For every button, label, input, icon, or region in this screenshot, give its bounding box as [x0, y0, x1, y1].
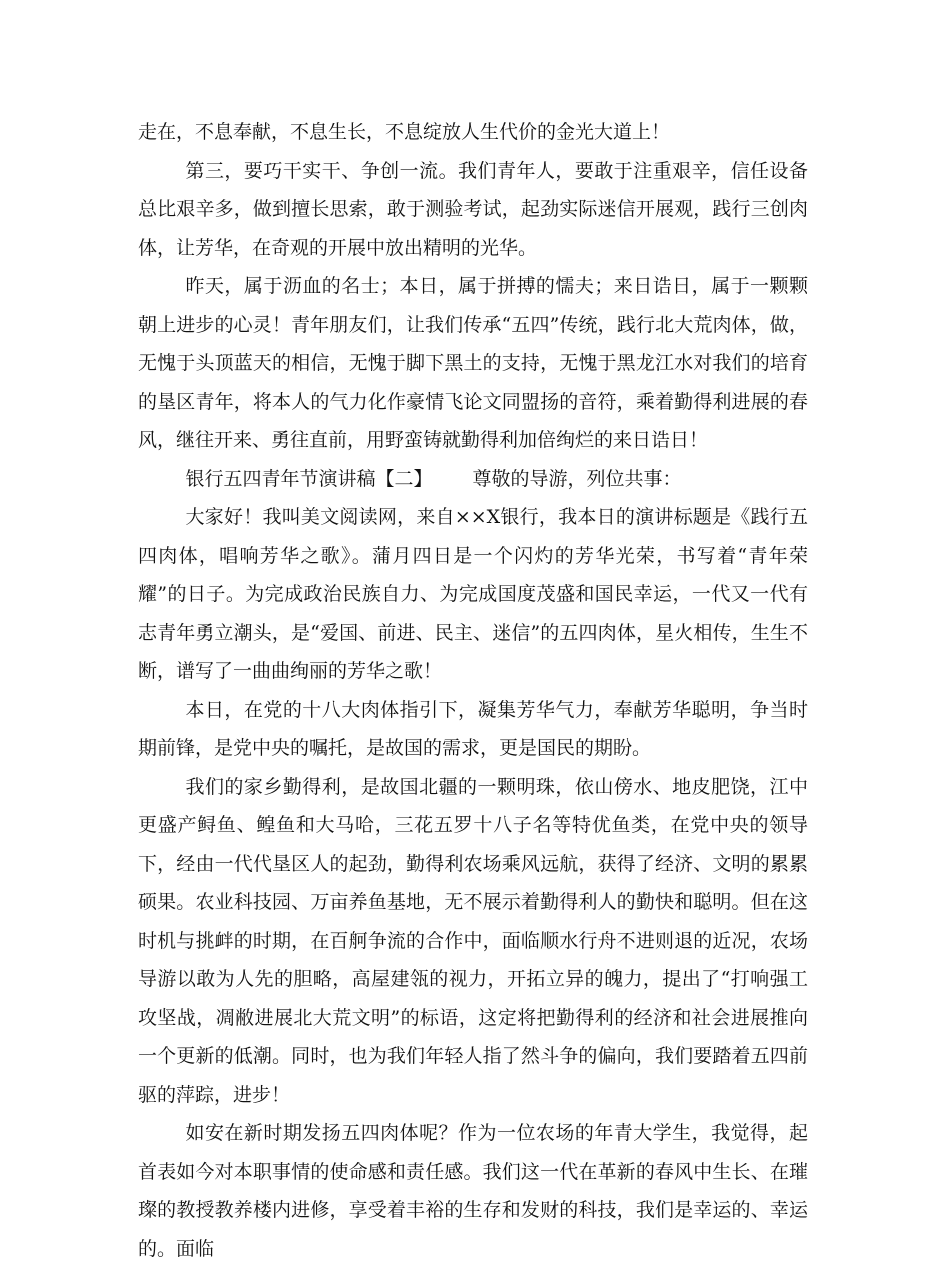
paragraph-2: 第三，要巧干实干、争创一流。我们青年人，要敢于注重艰辛，信任设备总比艰辛多，做到擅长思索，敢于测验考试，起劲实际迷信开展观，践行三创肉体，让芳华，在奇观的开展中放出精明的光华。 [138, 159, 808, 259]
section-heading [138, 460, 808, 499]
paragraph-6: 我们的家乡勤得利，是故国北疆的一颗明珠，依山傍水、地皮肥饶，江中更盛产鲟鱼、鳇鱼和大马哈，三花五罗十八子名等特优鱼类，在党中央的领导下，经由一代代垦区人的起劲，勤得利农场乘风远航，获得了经济、文明的累累硕果。农业科技园、万亩养鱼基地，无不展示着勤得利人的勤快和聪明。但在这时机与挑衅的时期，在百舸争流的合作中，面临顺水行舟不进则退的近况，农场导游以敢为人先的胆略，高屋建瓴的视力，开拓立异的魄力，提出了“打响强工攻坚战，凋敝进展北大荒文明”的标语，这定将把勤得利的经济和社会进展推向一个更新的低潮。同时，也为我们年轻人指了然斗争的偏向，我们要踏着五四前驱的萍踪，进步！ [138, 775, 808, 1106]
paragraph-5: 本日，在党的十八大肉体指引下，凝集芳华气力，奉献芳华聪明，争当时期前锋，是党中央的嘱托，是故国的需求，更是国民的期盼。 [138, 698, 808, 759]
paragraph-4: 大家好！我叫美文阅读网，来自××X银行，我本日的演讲标题是《践行五四肉体，唱响芳华之歌》。蒲月四日是一个闪灼的芳华光荣，书写着“青年荣耀”的日子。为完成政治民族自力、为完成国度茂盛和国民幸运，一代又一代有志青年勇立潮头，是“爱国、前进、民主、迷信”的五四肉体，星火相传，生生不断，谱写了一曲曲绚丽的芳华之歌！ [138, 506, 808, 682]
greeting: 尊敬的导游，列位共事： [472, 467, 682, 490]
document-body [138, 113, 808, 1268]
paragraph-3: 昨天，属于沥血的名士；本日，属于拼搏的懦夫；来日诰日，属于一颗颗朝上进步的心灵！青年朋友们，让我们传承“五四”传统，践行北大荒肉体，做，无愧于头顶蓝天的相信，无愧于脚下黑土的支持，无愧于黑龙江水对我们的培育的垦区青年，将本人的气力化作豪情飞论文同盟扬的音符，乘着勤得利进展的春风，继往开来、勇往直前，用野蛮铸就勤得利加倍绚烂的来日诰日！ [138, 275, 808, 451]
section-title: 银行五四青年节演讲稿【二】 [185, 467, 433, 490]
paragraph-1: 走在，不息奉献，不息生长，不息绽放人生代价的金光大道上！ [138, 121, 671, 143]
paragraph-7: 如安在新时期发扬五四肉体呢？作为一位农场的年青大学生，我觉得，起首表如今对本职事情的使命感和责任感。我们这一代在革新的春风中生长、在璀璨的教授教养楼内进修，享受着丰裕的生存和发财的科技，我们是幸运的、幸运的。面临 [138, 1122, 808, 1260]
